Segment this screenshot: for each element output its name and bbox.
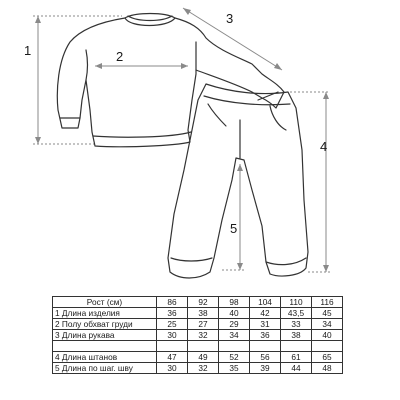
table-cell: 43,5 bbox=[281, 308, 312, 319]
table-cell bbox=[188, 341, 219, 352]
table-cell: 29 bbox=[219, 319, 250, 330]
table-cell: 48 bbox=[312, 363, 343, 374]
table-header-size: 98 bbox=[219, 297, 250, 308]
table-row-empty bbox=[53, 341, 343, 352]
row-label: 5 Длина по шаг. шву bbox=[53, 363, 157, 374]
table-cell: 38 bbox=[281, 330, 312, 341]
table-cell: 25 bbox=[157, 319, 188, 330]
table-row bbox=[53, 330, 343, 341]
row-label: 3 Длина рукава bbox=[53, 330, 157, 341]
measure-label-3: 3 bbox=[226, 11, 234, 26]
table-cell: 52 bbox=[219, 352, 250, 363]
table-header-size: 104 bbox=[250, 297, 281, 308]
sweatshirt-collar bbox=[125, 18, 175, 26]
measure-label-1: 1 bbox=[24, 43, 32, 58]
table-header-size: 110 bbox=[281, 297, 312, 308]
sweatshirt-outline bbox=[57, 11, 284, 147]
table-header-size: 116 bbox=[312, 297, 343, 308]
table-cell bbox=[312, 341, 343, 352]
table-cell: 39 bbox=[250, 363, 281, 374]
table-cell: 32 bbox=[188, 363, 219, 374]
table-cell: 34 bbox=[219, 330, 250, 341]
table-cell: 40 bbox=[219, 308, 250, 319]
table-row bbox=[53, 308, 343, 319]
table-cell: 27 bbox=[188, 319, 219, 330]
row-label: 2 Полу обхват груди bbox=[53, 319, 157, 330]
table-cell: 45 bbox=[312, 308, 343, 319]
measure-label-5: 5 bbox=[230, 221, 238, 236]
pants-outline bbox=[168, 84, 308, 278]
measure-label-2: 2 bbox=[116, 49, 124, 64]
table-cell: 49 bbox=[188, 352, 219, 363]
table-cell: 33 bbox=[281, 319, 312, 330]
table-row bbox=[53, 319, 343, 330]
table-cell bbox=[281, 341, 312, 352]
table-header-label: Рост (см) bbox=[53, 297, 157, 308]
table-cell: 65 bbox=[312, 352, 343, 363]
table-cell: 56 bbox=[250, 352, 281, 363]
table-cell bbox=[250, 341, 281, 352]
table-cell: 34 bbox=[312, 319, 343, 330]
table-cell: 36 bbox=[250, 330, 281, 341]
table-row bbox=[53, 352, 343, 363]
row-label: 1 Длина изделия bbox=[53, 308, 157, 319]
table-cell: 30 bbox=[157, 363, 188, 374]
row-label bbox=[53, 341, 157, 352]
table-cell bbox=[219, 341, 250, 352]
table-header-row bbox=[53, 297, 343, 308]
table-cell: 35 bbox=[219, 363, 250, 374]
table-cell: 40 bbox=[312, 330, 343, 341]
table-header-size: 86 bbox=[157, 297, 188, 308]
table-header-size: 92 bbox=[188, 297, 219, 308]
table-cell: 30 bbox=[157, 330, 188, 341]
table-cell: 42 bbox=[250, 308, 281, 319]
table-cell: 38 bbox=[188, 308, 219, 319]
table-cell bbox=[157, 341, 188, 352]
table-cell: 31 bbox=[250, 319, 281, 330]
measure-label-4: 4 bbox=[320, 139, 328, 154]
row-label: 4 Длина штанов bbox=[53, 352, 157, 363]
table-cell: 61 bbox=[281, 352, 312, 363]
table-cell: 32 bbox=[188, 330, 219, 341]
table-row bbox=[53, 363, 343, 374]
table-cell: 47 bbox=[157, 352, 188, 363]
size-table bbox=[52, 296, 343, 374]
table-cell: 44 bbox=[281, 363, 312, 374]
table-cell: 36 bbox=[157, 308, 188, 319]
